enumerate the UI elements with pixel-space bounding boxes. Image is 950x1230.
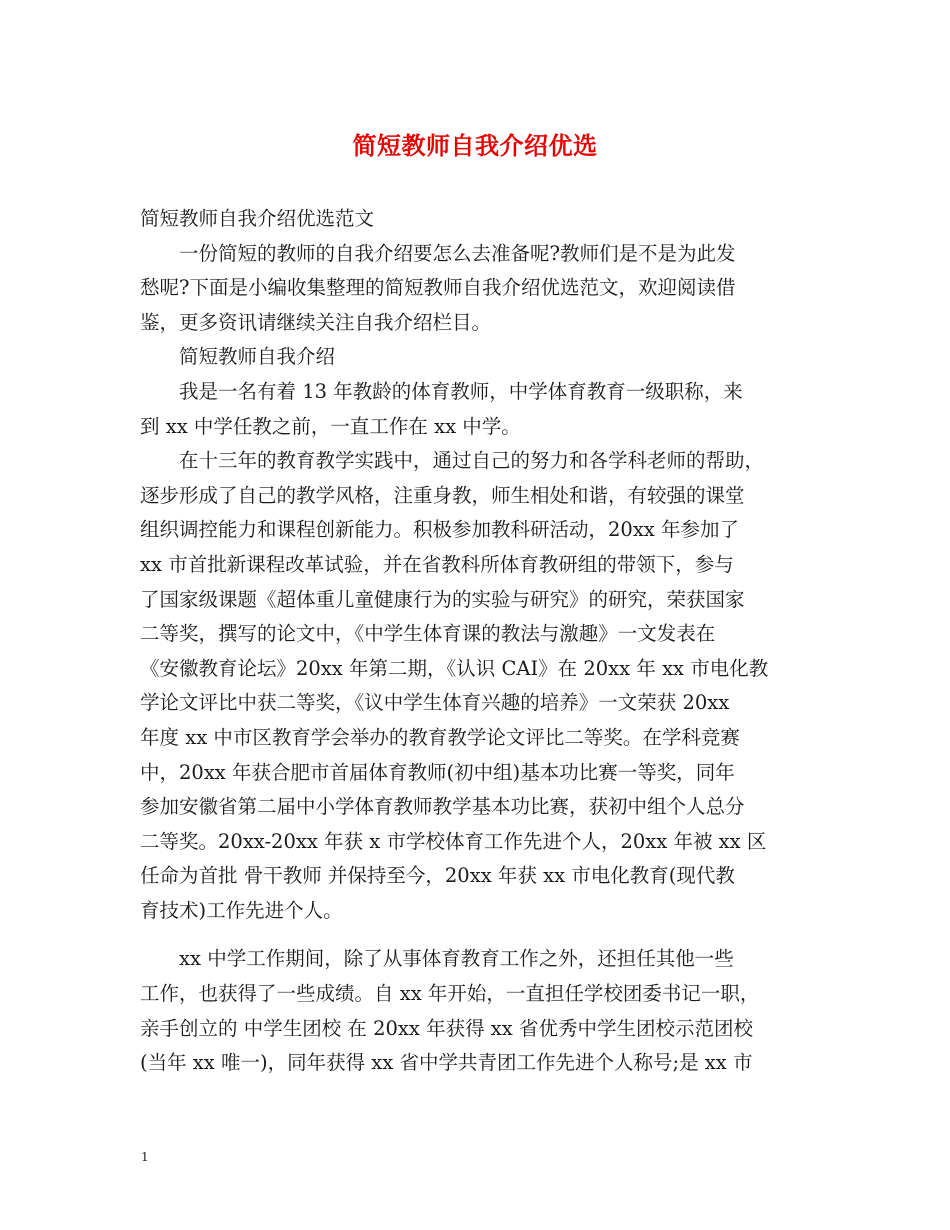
body-line: 在十三年的教育教学实践中，通过自己的努力和各学科老师的帮助， [140, 449, 765, 473]
body-line: 了国家级课题《超体重儿童健康行为的实验与研究》的研究，荣获国家 [140, 587, 745, 611]
body-line: 二等奖。20xx-20xx 年获 x 市学校体育工作先进个人，20xx 年被 xx 区 [140, 829, 767, 853]
body-line: 工作，也获得了一些成绩。自 xx 年开始，一直担任学校团委书记一职， [140, 982, 760, 1006]
body-line: 任命为首批 骨干教师 并保持至今，20xx 年获 xx 市电化教育(现代教 [140, 864, 735, 888]
body-line: 育技术)工作先进个人。 [140, 898, 343, 922]
document-title: 简短教师自我介绍优选 [352, 131, 598, 160]
body-line: xx 市首批新课程改革试验，并在省教科所体育教研组的带领下，参与 [140, 552, 734, 576]
body-line: 到 xx 中学任教之前，一直工作在 xx 中学。 [140, 414, 521, 438]
page-number: 1 [141, 1150, 149, 1164]
body-line: 鉴，更多资讯请继续关注自我介绍栏目。 [140, 310, 492, 334]
body-line: 简短教师自我介绍优选范文 [140, 207, 375, 230]
body-line: 我是一名有着 13 年教龄的体育教师，中学体育教育一级职称，来 [140, 379, 743, 403]
body-line: (当年 xx 唯一)，同年获得 xx 省中学共青团工作先进个人称号;是 xx 市 [140, 1051, 753, 1075]
document-body [140, 202, 820, 1081]
body-line: 参加安徽省第二届中小学体育教师教学基本功比赛，获初中组个人总分 [140, 795, 745, 819]
paragraph-gap [140, 928, 820, 942]
body-line: 逐步形成了自己的教学风格，注重身教，师生相处和谐，有较强的课堂 [140, 483, 745, 507]
body-line: 中，20xx 年获合肥市首届体育教师(初中组)基本功比赛一等奖，同年 [140, 760, 735, 784]
body-line: 《安徽教育论坛》20xx 年第二期，《认识 CAI》在 20xx 年 xx 市电化教 [140, 656, 769, 680]
body-line: 学论文评比中获二等奖，《议中学生体育兴趣的培养》一文荣获 20xx [140, 691, 730, 715]
body-line: 亲手创立的 中学生团校 在 20xx 年获得 xx 省优秀中学生团校示范团校 [140, 1016, 753, 1040]
body-line: 年度 xx 中市区教育学会举办的教育教学论文评比二等奖。在学科竞赛 [140, 725, 740, 749]
body-line: 二等奖，撰写的论文中，《中学生体育课的教法与激趣》一文发表在 [140, 622, 716, 646]
body-line: 组织调控能力和课程创新能力。积极参加教科研活动，20xx 年参加了 [140, 518, 740, 542]
body-line: xx 中学工作期间，除了从事体育教育工作之外，还担任其他一些 [140, 947, 734, 971]
body-line: 简短教师自我介绍 [140, 345, 336, 369]
body-line: 愁呢?下面是小编收集整理的简短教师自我介绍优选范文，欢迎阅读借 [140, 276, 736, 300]
body-line: 一份简短的教师的自我介绍要怎么去准备呢?教师们是不是为此发 [140, 241, 736, 265]
